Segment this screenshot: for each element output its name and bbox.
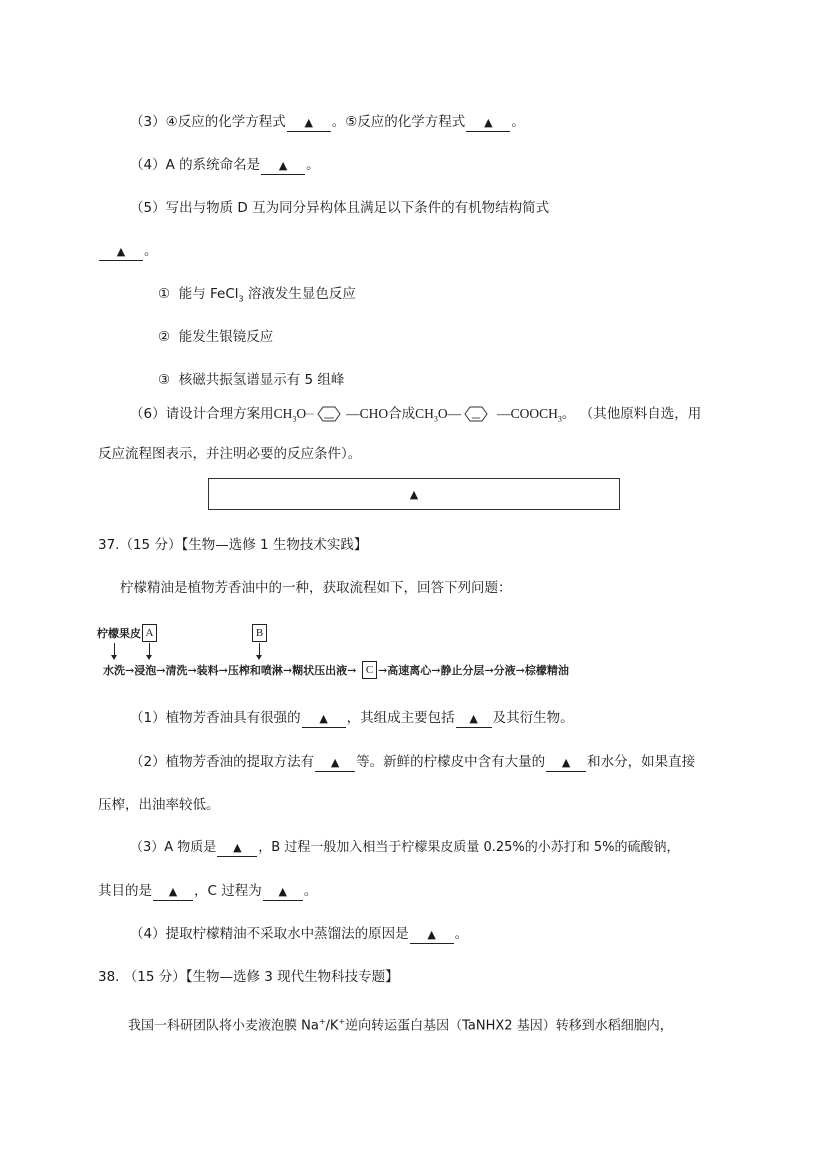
flow-box-c: C xyxy=(362,661,377,679)
q36-part6-label: （6）请设计合理方案用 xyxy=(130,406,274,422)
flow-box-b: B xyxy=(252,624,267,642)
triangle-icon: ▲ xyxy=(278,159,288,172)
q37-part3-line2-b: ，C 过程为 xyxy=(194,883,262,899)
q37-part4 xyxy=(130,924,468,944)
flow-step-text: 装料 xyxy=(196,664,219,677)
triangle-icon: ▲ xyxy=(116,245,126,258)
condition-number: ① xyxy=(158,286,171,302)
flow-step xyxy=(378,662,569,678)
q37-part2-label: （2）植物芳香油的提取方法有 xyxy=(130,754,315,770)
right-arrow-icon: → xyxy=(431,664,441,677)
answer-blank[interactable] xyxy=(217,840,257,857)
triangle-icon: ▲ xyxy=(304,116,313,129)
q36-part5-end: 。 xyxy=(144,243,158,259)
flow-step-text: 棕檬精油 xyxy=(524,664,569,677)
reactant-formula xyxy=(273,406,307,424)
q37-part3-line2-end: 。 xyxy=(303,883,318,899)
right-arrow-icon: → xyxy=(378,664,388,677)
q37-part2-mid: 等。新鲜的柠檬皮中含有大量的 xyxy=(356,754,546,770)
answer-blank[interactable] xyxy=(315,754,355,772)
answer-blank[interactable] xyxy=(263,883,303,901)
q37-part1-end: 及其衍生物。 xyxy=(492,710,574,726)
formula-text: —COOCH xyxy=(497,406,558,421)
q37-part1-label: （1）植物芳香油具有很强的 xyxy=(130,710,301,726)
triangle-icon: ▲ xyxy=(330,756,340,769)
answer-blank[interactable] xyxy=(546,754,586,772)
triangle-icon: ▲ xyxy=(427,928,436,941)
q37-part3 xyxy=(130,838,680,858)
right-arrow-icon: → xyxy=(156,664,166,677)
flow-step-text: 压榨和喷淋 xyxy=(227,664,283,677)
triangle-icon: ▲ xyxy=(319,712,328,725)
product-formula xyxy=(415,406,462,424)
triangle-icon: ▲ xyxy=(469,712,478,725)
flow-box-a: A xyxy=(142,624,157,642)
q38-intro-b: /K xyxy=(325,1018,339,1034)
condition-text: 能与 FeCl xyxy=(178,286,239,302)
q38-heading-text: 38. （15 分）【生物—选修 3 现代生物科技专题】 xyxy=(98,969,399,985)
answer-box[interactable] xyxy=(208,478,620,510)
down-arrow-head xyxy=(146,655,152,660)
q37-part3-mid: ，B 过程一般加入相当于柠檬果皮质量 0.25%的小苏打和 5%的硫酸钠， xyxy=(258,840,680,855)
right-arrow-icon: → xyxy=(282,664,293,677)
q38-heading xyxy=(98,967,399,987)
flow-step-text: 静止分层 xyxy=(440,664,485,677)
benzene-ring-icon xyxy=(461,404,497,424)
condition-item xyxy=(158,284,356,310)
q36-part5-answer xyxy=(98,241,158,261)
down-arrow-head xyxy=(256,655,262,660)
q36-part3-label: （3）④反应的化学方程式 xyxy=(130,114,286,130)
q36-part5 xyxy=(130,198,549,218)
q38-intro-a: 我国一科研团队将小麦液泡膜 Na xyxy=(128,1018,319,1034)
q36-part6-line2 xyxy=(98,444,361,464)
q36-part4-end: 。 xyxy=(306,157,320,173)
q37-part2-line2 xyxy=(98,795,220,815)
right-arrow-icon: → xyxy=(347,664,357,677)
q36-part5-label: （5）写出与物质 D 互为同分异构体且满足以下条件的有机物结构简式 xyxy=(130,200,550,216)
q37-intro xyxy=(120,578,512,598)
q37-heading xyxy=(98,535,367,555)
right-arrow-icon: → xyxy=(125,664,135,677)
triangle-icon: ▲ xyxy=(409,488,419,501)
q37-part4-end: 。 xyxy=(454,926,469,942)
q36-part6-line2-text: 反应流程图表示，并注明必要的反应条件）。 xyxy=(98,446,362,462)
q37-part2-line2-text: 压榨，出油率较低。 xyxy=(98,797,220,813)
subscript: 3 xyxy=(238,294,244,304)
q36-part6 xyxy=(130,404,701,430)
answer-blank[interactable] xyxy=(153,883,193,901)
subscript: 3 xyxy=(433,414,438,424)
triangle-icon: ▲ xyxy=(168,885,178,898)
subscript: 3 xyxy=(292,414,297,424)
flow-step-text: 糊状压出液 xyxy=(292,664,348,677)
condition-text: 核磁共振氢谱显示有 5 组峰 xyxy=(178,372,345,388)
q36-part4 xyxy=(130,155,320,175)
right-arrow-icon: → xyxy=(484,664,494,677)
q37-part2 xyxy=(130,752,695,772)
condition-item xyxy=(158,327,273,347)
product-group xyxy=(497,406,562,424)
condition-item xyxy=(158,370,344,390)
answer-blank[interactable] xyxy=(410,926,454,944)
formula-text: CH xyxy=(273,406,293,421)
right-arrow-icon: → xyxy=(218,664,228,677)
flow-step xyxy=(103,662,356,678)
connector-text: 合成 xyxy=(388,406,416,422)
flow-step-text: 浸泡 xyxy=(134,664,157,677)
q36-part3-mid: 。⑤反应的化学方程式 xyxy=(331,114,466,130)
formula-text: CH xyxy=(415,406,434,421)
formula-text: O— xyxy=(437,406,462,421)
triangle-icon: ▲ xyxy=(278,885,287,898)
superscript: + xyxy=(318,1017,326,1026)
process-flow-diagram xyxy=(97,622,567,682)
q36-part4-label: （4）A 的系统命名是 xyxy=(130,157,261,173)
q37-intro-text: 柠檬精油是植物芳香油中的一种，获取流程如下，回答下列问题： xyxy=(120,580,512,596)
formula-text: O xyxy=(296,406,307,421)
flow-top-label: 柠檬果皮 xyxy=(97,627,141,640)
q36-part3 xyxy=(130,112,525,132)
q38-intro xyxy=(128,1012,673,1036)
condition-text: 溶液发生显色反应 xyxy=(243,286,356,302)
answer-blank[interactable] xyxy=(302,710,346,728)
triangle-icon: ▲ xyxy=(484,116,493,129)
right-arrow-icon: → xyxy=(515,664,525,677)
condition-text: 能发生银镜反应 xyxy=(178,329,274,345)
condition-number: ③ xyxy=(158,372,171,388)
flow-step-text: 高速离心 xyxy=(387,664,432,677)
answer-blank[interactable] xyxy=(99,243,143,261)
q37-part4-label: （4）提取柠檬精油不采取水中蒸馏法的原因是 xyxy=(130,926,409,942)
reactant-group: —CHO xyxy=(346,406,389,421)
answer-blank[interactable] xyxy=(456,710,492,728)
q37-part3-label: （3）A 物质是 xyxy=(130,840,217,855)
q37-heading-text: 37.（15 分）【生物—选修 1 生物技术实践】 xyxy=(98,537,368,553)
flow-step-text: 分液 xyxy=(493,664,516,677)
down-arrow-head xyxy=(111,655,117,660)
triangle-icon: ▲ xyxy=(561,756,571,769)
flow-step-text: 清洗 xyxy=(165,664,188,677)
q37-part3-line2-a: 其目的是 xyxy=(98,883,152,899)
benzene-ring-icon xyxy=(306,404,346,424)
q37-part2-end: 和水分，如果直接 xyxy=(587,754,696,770)
subscript: 3 xyxy=(557,414,562,424)
q37-part3-line2 xyxy=(98,881,317,901)
answer-blank[interactable] xyxy=(261,157,305,175)
q36-part3-end: 。 xyxy=(511,114,525,130)
q37-part1 xyxy=(130,708,574,728)
triangle-icon: ▲ xyxy=(233,841,242,854)
condition-number: ② xyxy=(158,329,171,345)
answer-blank[interactable] xyxy=(287,114,331,132)
q38-intro-c: 逆向转运蛋白基因（TaNHX2 基因）转移到水稻细胞内， xyxy=(345,1018,673,1034)
q36-part6-tail: 。 （其他原料自选，用 xyxy=(561,406,702,422)
superscript: + xyxy=(338,1017,346,1026)
q37-part1-mid: ，其组成主要包括 xyxy=(346,710,455,726)
right-arrow-icon: → xyxy=(187,664,197,677)
flow-step-text: 水洗 xyxy=(103,664,125,677)
answer-blank[interactable] xyxy=(466,114,510,132)
